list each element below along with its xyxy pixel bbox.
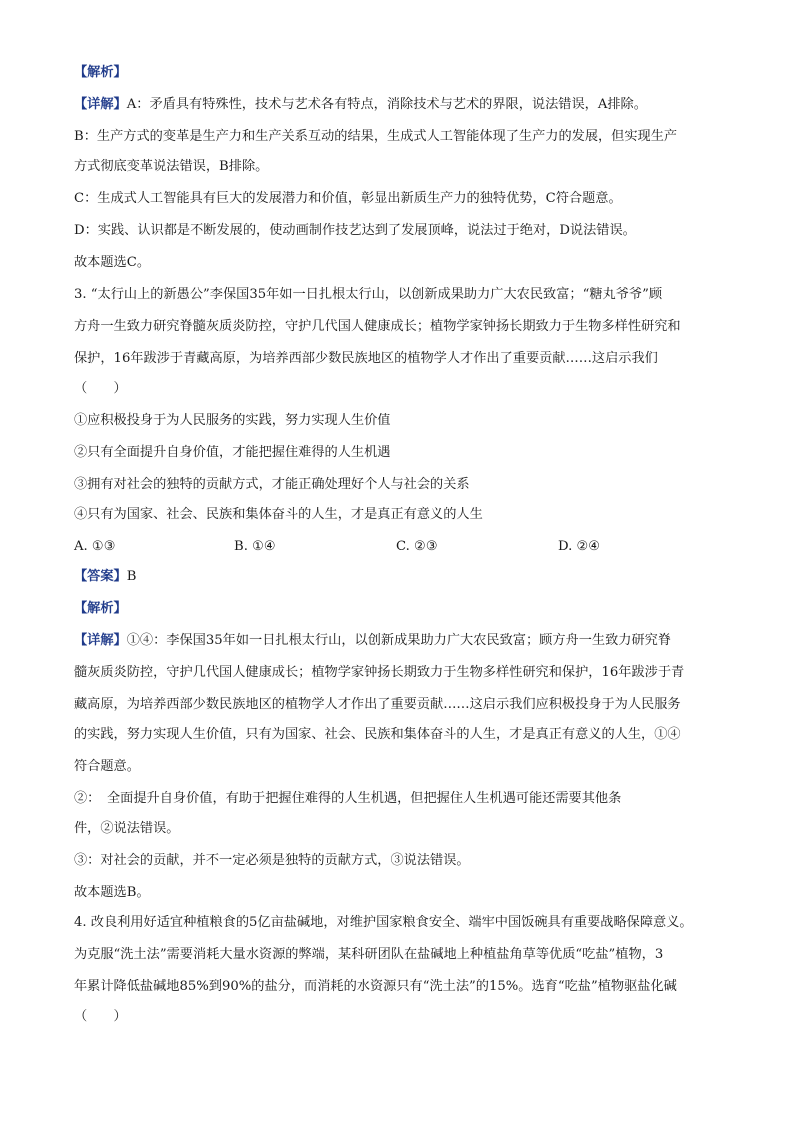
q3-item-4: ④只有为国家、社会、民族和集体奋斗的人生，才是真正有意义的人生 — [74, 507, 483, 522]
q4-stem-line2: 为克服“洗土法”需要消耗大量水资源的弊端，某科研团队在盐碱地上种植盐角草等优质“吃盐”植物，3 — [74, 947, 664, 962]
q3-detail-line3: 藏高原，为培养西部少数民族地区的植物学人才作出了重要贡献……这启示我们应积极投身于为人民服务 — [74, 697, 681, 712]
q3-item-3: ③拥有对社会的独特的贡献方式，才能正确处理好个人与社会的关系 — [74, 477, 470, 492]
q2-detail-b1: B：生产方式的变革是生产力和生产关系互动的结果，生成式人工智能体现了生产力的发展，但实现生产 — [74, 129, 678, 144]
q2-detail-c: C：生成式人工智能具有巨大的发展潜力和价值，彰显出新质生产力的独特优势，C符合题意。 — [74, 191, 622, 206]
q3-detail-line4: 的实践，努力实现人生价值，只有为国家、社会、民族和集体奋斗的人生，才是真正有意义的人生，①④ — [74, 727, 681, 742]
q3-detail-line2: 髓灰质炎防控，守护几代国人健康成长；植物学家钟扬长期致力于生物多样性研究和保护，16年跋涉于青 — [74, 665, 685, 680]
q3-option-d: D. ②④ — [558, 539, 601, 554]
q2-detail-a: 【详解】A：矛盾具有特殊性，技术与艺术各有特点，消除技术与艺术的界限，说法错误，A排除。 — [74, 97, 647, 112]
q3-option-c: C. ②③ — [396, 539, 438, 554]
q3-conclusion: 故本题选B。 — [74, 885, 150, 900]
q2-conclusion: 故本题选C。 — [74, 255, 151, 270]
q3-item-2: ②只有全面提升自身价值，才能把握住难得的人生机遇 — [74, 445, 391, 460]
q3-analysis-label: 【解析】 — [74, 601, 127, 616]
q3-blank: （ ） — [74, 381, 127, 396]
q3-item-1: ①应积极投身于为人民服务的实践，努力实现人生价值 — [74, 413, 391, 428]
q3-detail-line6: ②： 全面提升自身价值，有助于把握住难得的人生机遇，但把握住人生机遇可能还需要其他条 — [74, 791, 622, 806]
q3-option-a: A. ①③ — [74, 539, 116, 554]
q3-detail-line7: 件，②说法错误。 — [74, 821, 180, 836]
q3-option-b: B. ①④ — [234, 539, 276, 554]
q3-answer: 【答案】B — [74, 569, 137, 584]
q4-stem-line3: 年累计降低盐碱地85%到90%的盐分，而消耗的水资源只有“洗土法”的15%。选育“吃盐”植物驱盐化碱 — [74, 979, 677, 994]
q3-detail-line1: 【详解】①④：李保国35年如一日扎根太行山，以创新成果助力广大农民致富；顾方舟一生致力研究脊 — [74, 633, 672, 648]
q3-detail-line5: 符合题意。 — [74, 759, 140, 774]
q3-stem-line1: 3. “太行山上的新愚公”李保国35年如一日扎根太行山，以创新成果助力广大农民致富；“糖丸爷爷”顾 — [74, 287, 663, 302]
q2-analysis-label: 【解析】 — [74, 65, 127, 80]
q4-stem-line1: 4. 改良利用好适宜种植粮食的5亿亩盐碱地，对维护国家粮食安全、端牢中国饭碗具有重要战略保障意义。 — [74, 915, 693, 930]
q4-blank: （ ） — [74, 1009, 127, 1024]
q2-detail-d: D：实践、认识都是不断发展的，使动画制作技艺达到了发展顶峰，说法过于绝对，D说法错误。 — [74, 223, 636, 238]
q3-detail-line8: ③：对社会的贡献，并不一定必须是独特的贡献方式，③说法错误。 — [74, 853, 470, 868]
q2-detail-b2: 方式彻底变革说法错误，B排除。 — [74, 159, 269, 174]
q3-stem-line2: 方舟一生致力研究脊髓灰质炎防控，守护几代国人健康成长；植物学家钟扬长期致力于生物多样性研究和 — [74, 319, 681, 334]
q3-stem-line3: 保护，16年跋涉于青藏高原，为培养西部少数民族地区的植物学人才作出了重要贡献……这启示我们 — [74, 351, 658, 366]
